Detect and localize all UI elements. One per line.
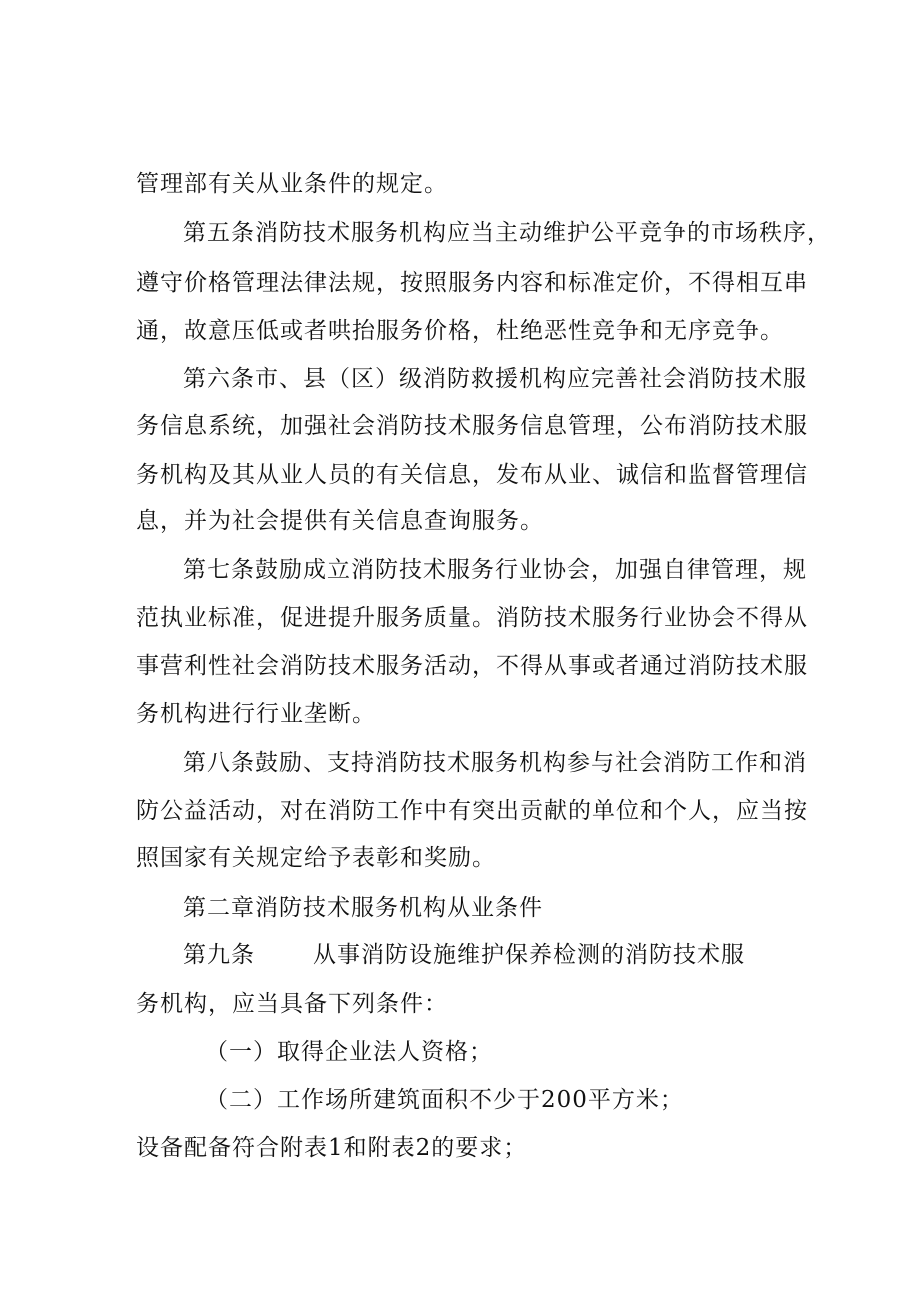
- article-8-line-3: 照国家有关规定给予表彰和奖励。: [136, 845, 496, 871]
- article-5-line-1: 第五条消防技术服务机构应当主动维护公平竞争的市场秩序，: [183, 220, 831, 246]
- chapter-2-heading: 第二章消防技术服务机构从业条件: [183, 895, 543, 921]
- article-9-line-1: [183, 940, 745, 970]
- article-9-item-2: （二）工作场所建筑面积不少于200平方米；: [205, 1087, 684, 1113]
- article-9-line-2: 务机构，应当具备下列条件：: [136, 991, 448, 1017]
- article-6-line-2: 务信息系统，加强社会消防技术服务信息管理，公布消防技术服: [136, 413, 808, 439]
- text-line-1: 管理部有关从业条件的规定。: [136, 171, 448, 197]
- article-7-line-4: 务机构进行行业垄断。: [136, 701, 376, 727]
- article-8-line-1: 第八条鼓励、支持消防技术服务机构参与社会消防工作和消: [183, 750, 807, 776]
- article-6-line-3: 务机构及其从业人员的有关信息，发布从业、诚信和监督管理信: [136, 462, 808, 488]
- article-6-line-4: 息，并为社会提供有关信息查询服务。: [136, 508, 544, 534]
- article-6-line-1: 第六条市、县（区）级消防救援机构应完善社会消防技术服: [183, 366, 807, 392]
- article-7-line-1: 第七条鼓励成立消防技术服务行业协会，加强自律管理，规: [183, 557, 807, 583]
- article-7-line-3: 事营利性社会消防技术服务活动，不得从事或者通过消防技术服: [136, 653, 808, 679]
- article-5-line-3: 通，故意压低或者哄抬服务价格，杜绝恶性竞争和无序竞争。: [136, 318, 784, 344]
- article-9-item-1: （一）取得企业法人资格；: [205, 1039, 493, 1065]
- article-7-line-2: 范执业标准，促进提升服务质量。消防技术服务行业协会不得从: [136, 605, 808, 631]
- article-9-number: 第九条: [183, 942, 255, 968]
- article-5-line-2: 遵守价格管理法律法规，按照服务内容和标准定价，不得相互串: [136, 270, 808, 296]
- article-9-text: 从事消防设施维护保养检测的消防技术服: [313, 942, 745, 968]
- article-8-line-2: 防公益活动，对在消防工作中有突出贡献的单位和个人，应当按: [136, 798, 808, 824]
- article-9-item-2-continued: 设备配备符合附表1和附表2的要求；: [136, 1135, 528, 1161]
